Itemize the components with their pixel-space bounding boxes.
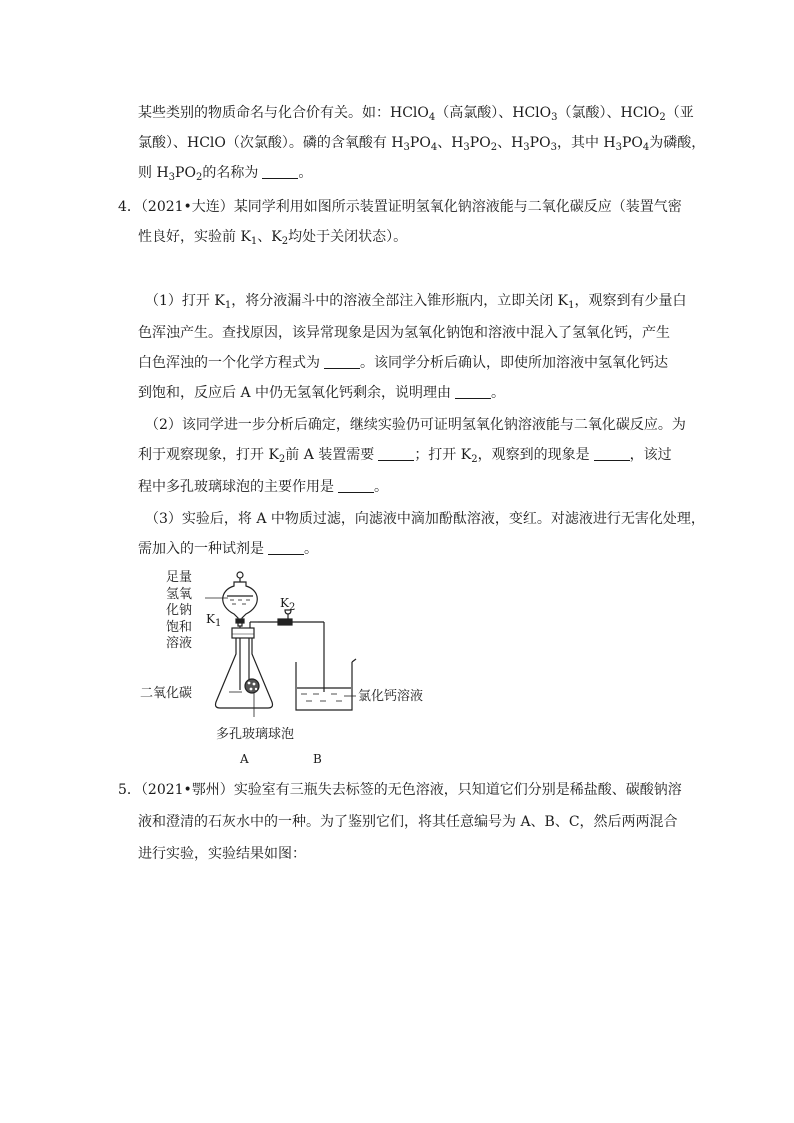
bulb-label: 多孔玻璃球泡	[216, 727, 295, 742]
q4-part3-line-1: （3）实验后，将 A 中物质过滤，向滤液中滴加酚酞溶液，变红。对滤液进行无害化处理，	[145, 511, 705, 527]
cacl2-label: 氯化钙溶液	[358, 689, 424, 704]
k2-label: $K_2$	[280, 596, 296, 613]
question-number: 4．	[118, 199, 141, 215]
funnel-stopper	[237, 572, 243, 578]
answer-blank[interactable]	[378, 446, 414, 461]
q4-line-2: 性良好，实验前 $K_1$、$K_2$均处于关闭状态）。	[138, 229, 408, 247]
q4-part1-line-3: 白色浑浊的一个化学方程式为 。该同学分析后确认，即使所加溶液中氢氧化钙达	[138, 355, 668, 371]
answer-blank[interactable]	[455, 384, 491, 399]
rubber-connector	[278, 619, 292, 625]
q5-line-2: 液和澄清的石灰水中的一种。为了鉴别它们，将其任意编号为 A、B、C，然后两两混合	[138, 814, 678, 830]
q4-line-1: 4．（2021•大连）某同学利用如图所示装置证明氢氧化钠溶液能与二氧化碳反应（装置气密	[118, 199, 682, 215]
question-source: （2021•大连）	[140, 199, 234, 215]
q5-line-3: 进行实验，实验结果如图：	[138, 846, 306, 862]
conical-flask	[216, 638, 273, 708]
question-source: （2021•鄂州）	[140, 782, 234, 798]
k1-label: $K_1$	[206, 612, 222, 629]
answer-blank[interactable]	[268, 540, 304, 555]
answer-blank[interactable]	[594, 446, 630, 461]
q4-part1-line-4: 到饱和，反应后 A 中仍无氢氧化钙剩余，说明理由 。	[138, 385, 506, 401]
q4-part1-line-1: （1）打开 $K_1$，将分液漏斗中的溶液全部注入锥形瓶内，立即关闭 $K_1$，观察到有少量白	[145, 293, 687, 311]
q4-part2-line-2: 利于观察现象，打开 $K_2$前 A 装置需要 ；打开 $K_2$，观察到的现象是 ，该过	[138, 447, 672, 465]
porous-bulb	[245, 679, 259, 693]
apparatus-figure	[138, 562, 438, 772]
question-number: 5．	[118, 782, 141, 798]
rubber-stopper	[232, 628, 254, 638]
funnel-label: 足量氢氧化钠饱和溶液	[166, 570, 193, 651]
label-a: A	[240, 752, 249, 766]
q4-part2-line-3: 程中多孔玻璃球泡的主要作用是 。	[138, 479, 388, 495]
answer-blank[interactable]	[262, 164, 298, 179]
answer-blank[interactable]	[324, 354, 360, 369]
q4-part3-line-2: 需加入的一种试剂是 。	[138, 541, 318, 557]
intro-line-2: 氯酸）、HClO（次氯酸）。磷的含氧酸有 $H_3PO_4$、$H_3PO_2$、$H_3PO_3$，其中 $H_3PO_4$为磷酸，	[138, 135, 706, 153]
co2-label: 二氧化碳	[140, 686, 193, 701]
intro-line-1: 某些类别的物质命名与化合价有关。如：HClO$_4$（高氯酸）、HClO$_3$（氯酸）、HClO$_2$（亚	[138, 105, 694, 123]
q4-part2-line-1: （2）该同学进一步分析后确定，继续实验仍可证明氢氧化钠溶液能与二氧化碳反应。为	[145, 417, 686, 433]
q5-line-1: 5．（2021•鄂州）实验室有三瓶失去标签的无色溶液，只知道它们分别是稀盐酸、碳酸钠溶	[118, 782, 682, 798]
q4-part1-line-2: 色浑浊产生。查找原因，该异常现象是因为氢氧化钠饱和溶液中混入了氢氧化钙，产生	[138, 325, 670, 341]
intro-line-3: 则 $H_3PO_2$的名称为 。	[138, 165, 313, 183]
k1-stopcock	[236, 619, 244, 623]
label-b: B	[313, 752, 322, 766]
answer-blank[interactable]	[338, 478, 374, 493]
